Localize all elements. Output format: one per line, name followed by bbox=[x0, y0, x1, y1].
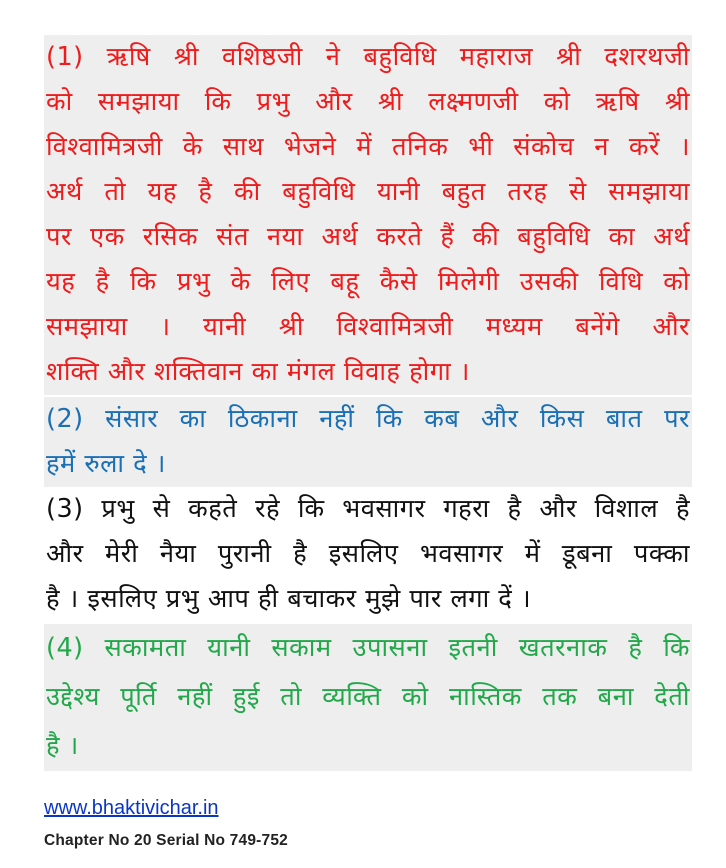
paragraph-1-line: समझाया । यानी श्री विश्वामित्रजी मध्यम बनेंगे और bbox=[44, 305, 692, 350]
paragraph-2-line: हमें रुला दे । bbox=[44, 442, 692, 487]
paragraph-1 bbox=[44, 35, 692, 395]
paragraph-2-line: (2) संसार का ठिकाना नहीं कि कब और किस बात पर bbox=[44, 397, 692, 442]
website-link[interactable]: www.bhaktivichar.in bbox=[44, 797, 219, 819]
paragraph-3-line: (3) प्रभु से कहते रहे कि भवसागर गहरा है और विशाल है bbox=[46, 494, 690, 524]
paragraph-1-line: शक्ति और शक्तिवान का मंगल विवाह होगा । bbox=[44, 350, 692, 395]
paragraph-1-line: अर्थ तो यह है की बहुविधि यानी बहुत तरह से समझाया bbox=[44, 170, 692, 215]
paragraph-4 bbox=[44, 624, 692, 771]
paragraph-1-line: को समझाया कि प्रभु और श्री लक्ष्मणजी को ऋषि श्री bbox=[44, 80, 692, 125]
paragraph-1-line: पर एक रसिक संत नया अर्थ करते हैं की बहुविधि का अर्थ bbox=[44, 215, 692, 260]
chapter-serial-label: Chapter No 20 Serial No 749-752 bbox=[44, 832, 288, 849]
paragraph-3-line: है । इसलिए प्रभु आप ही बचाकर मुझे पार लगा दें । bbox=[46, 584, 532, 614]
paragraph-1-line: यह है कि प्रभु के लिए बहू कैसे मिलेगी उसकी विधि को bbox=[44, 260, 692, 305]
paragraph-4-line: (4) सकामता यानी सकाम उपासना इतनी खतरनाक है कि bbox=[44, 624, 692, 673]
paragraph-3 bbox=[44, 487, 692, 622]
paragraph-3-line: और मेरी नैया पुरानी है इसलिए भवसागर में डूबना पक्का bbox=[46, 539, 690, 569]
paragraph-1-line: विश्वामित्रजी के साथ भेजने में तनिक भी संकोच न करें । bbox=[44, 125, 692, 170]
paragraph-4-line: है । bbox=[44, 722, 692, 771]
paragraph-4-line: उद्देश्य पूर्ति नहीं हुई तो व्यक्ति को नास्तिक तक बना देती bbox=[44, 673, 692, 722]
paragraph-1-line: (1) ऋषि श्री वशिष्ठजी ने बहुविधि महाराज श्री दशरथजी bbox=[44, 35, 692, 80]
paragraph-2 bbox=[44, 397, 692, 487]
